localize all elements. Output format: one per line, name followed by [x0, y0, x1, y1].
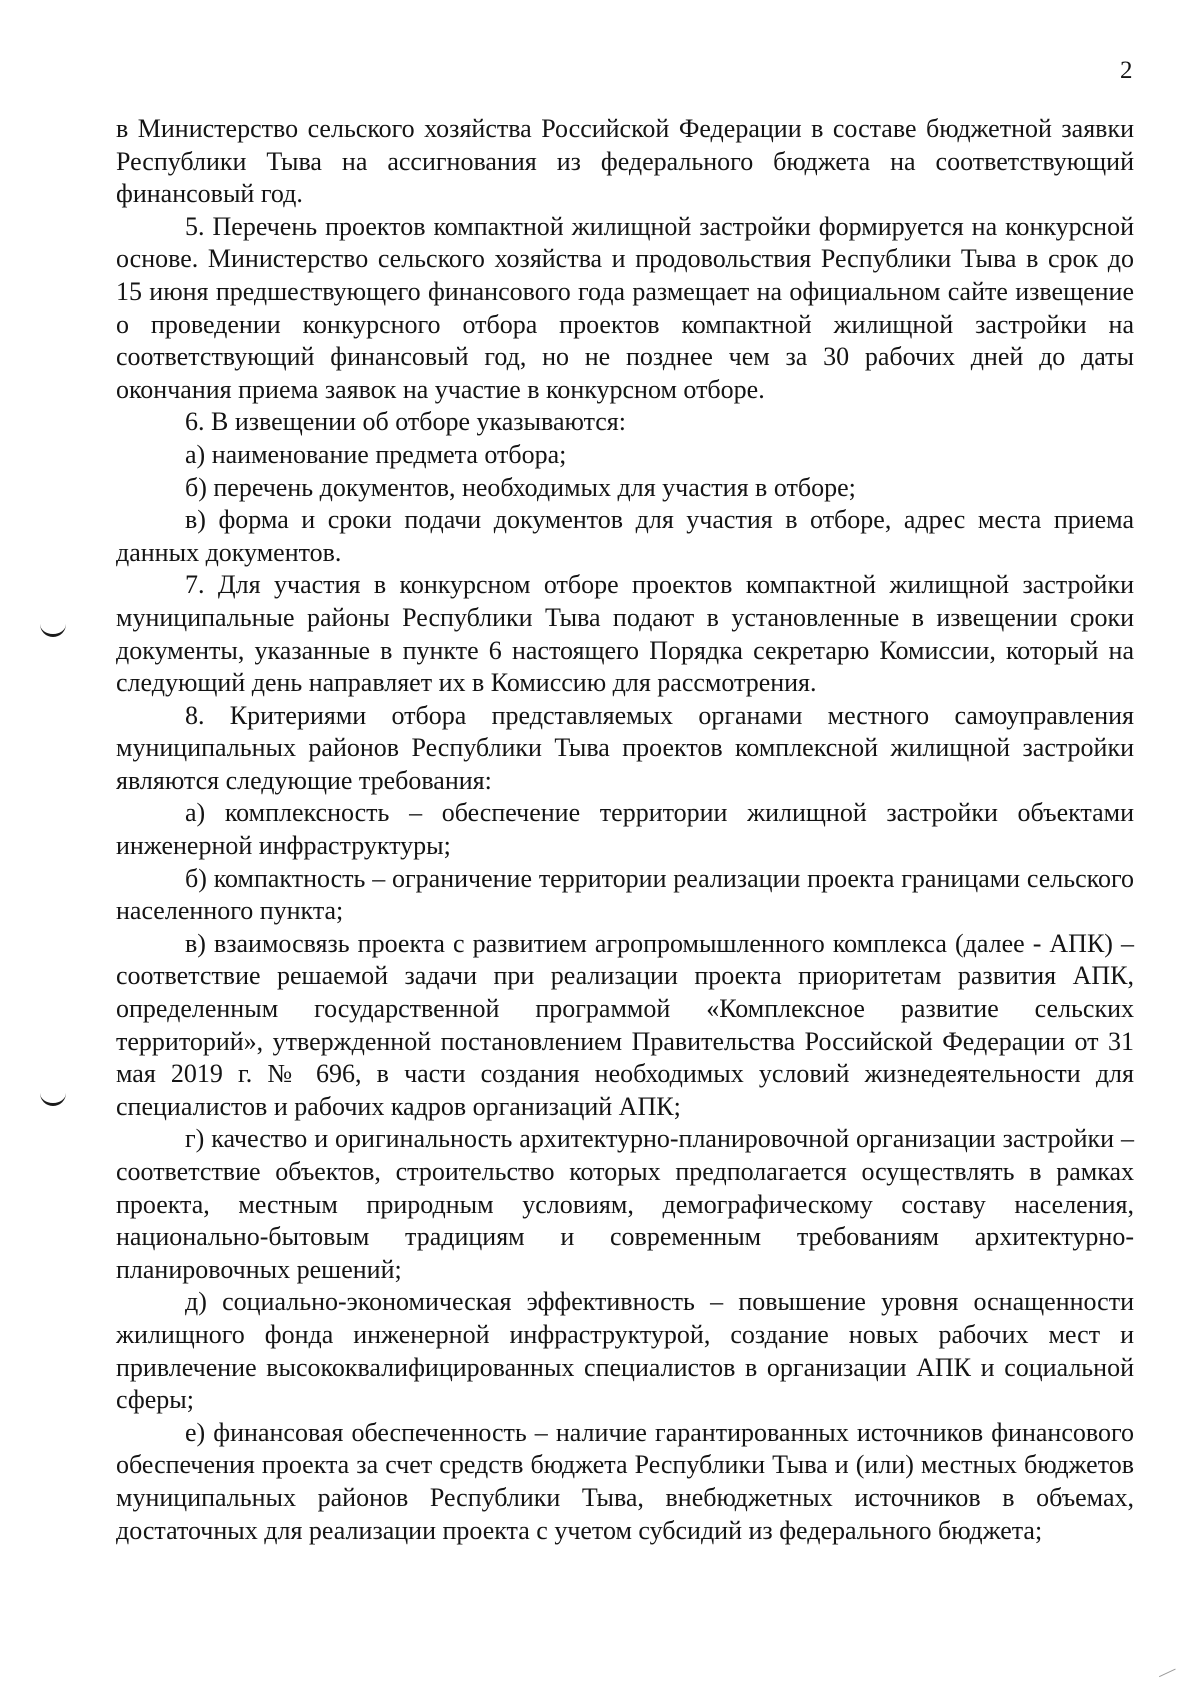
- margin-mark: [40, 622, 66, 637]
- scan-smudge: [1159, 1669, 1179, 1685]
- paragraph-item-8: 8. Критериями отбора представляемых органами местного самоуправления муниципальных районов Республики Тыва проектов комплексной жилищной застройки являются следующие требования:: [116, 700, 1134, 795]
- paragraph-item-8v: в) взаимосвязь проекта с развитием агропромышленного комплекса (далее - АПК) – соответствие решаемой задачи при реализации проекта приоритетам развития АПК, определенным государственной программой «Комплексное развитие сельских территорий», утвержденной постановлением Правительства Российской Федерации от 31 мая 2019 г. № 696, в части создания необходимых условий жизнедеятельности для специалистов и рабочих кадров организаций АПК;: [116, 928, 1134, 1121]
- paragraph-item-8d: д) социально-экономическая эффективность – повышение уровня оснащенности жилищного фонда инженерной инфраструктурой, создание новых рабочих мест и привлечение высококвалифицированных специалистов в организации АПК и социальной сферы;: [116, 1287, 1134, 1415]
- margin-mark: [40, 1091, 66, 1106]
- paragraph-item-8b: б) компактность – ограничение территории реализации проекта границами сельского населенного пункта;: [116, 863, 1134, 926]
- paragraph-item-5: 5. Перечень проектов компактной жилищной застройки формируется на конкурсной основе. Министерство сельского хозяйства и продовольствия Республики Тыва в срок до 15 июня предшествующего финансового года размещает на официальном сайте извещение о проведении конкурсного отбора проектов компактной жилищной застройки на соответствующий финансовый год, но не позднее чем за 30 рабочих дней до даты окончания приема заявок на участие в конкурсном отборе.: [116, 211, 1134, 404]
- paragraph-continuation: в Министерство сельского хозяйства Российской Федерации в составе бюджетной заявки Республики Тыва на ассигнования из федерального бюджета на соответствующий финансовый год.: [116, 114, 1134, 209]
- paragraph-item-8e: е) финансовая обеспеченность – наличие гарантированных источников финансового обеспечения проекта за счет средств бюджета Республики Тыва и (или) местных бюджетов муниципальных районов Республики Тыва, внебюджетных источников в объемах, достаточных для реализации проекта с учетом субсидий из федерального бюджета;: [116, 1417, 1134, 1545]
- paragraph-item-8a: а) комплексность – обеспечение территории жилищной застройки объектами инженерной инфраструктуры;: [116, 798, 1134, 861]
- paragraph-item-6a: а) наименование предмета отбора;: [185, 439, 567, 469]
- paragraph-item-8g: г) качество и оригинальность архитектурно-планировочной организации застройки – соответствие объектов, строительство которых предполагается осуществлять в рамках проекта, местным природным условиям, демографическому составу населения, национально-бытовым традициям и современным требованиям архитектурно-планировочных решений;: [116, 1124, 1134, 1284]
- page-number: 2: [1120, 57, 1133, 84]
- paragraph-item-6b: б) перечень документов, необходимых для участия в отборе;: [185, 472, 856, 502]
- paragraph-item-7: 7. Для участия в конкурсном отборе проектов компактной жилищной застройки муниципальные районы Республики Тыва подают в установленные в извещении сроки документы, указанные в пункте 6 настоящего Порядка секретарю Комиссии, который на следующий день направляет их в Комиссию для рассмотрения.: [116, 570, 1134, 698]
- paragraph-item-6v: в) форма и сроки подачи документов для участия в отборе, адрес места приема данных документов.: [116, 505, 1134, 567]
- paragraph-item-6: 6. В извещении об отборе указываются:: [185, 407, 626, 437]
- document-body: [116, 113, 1134, 1547]
